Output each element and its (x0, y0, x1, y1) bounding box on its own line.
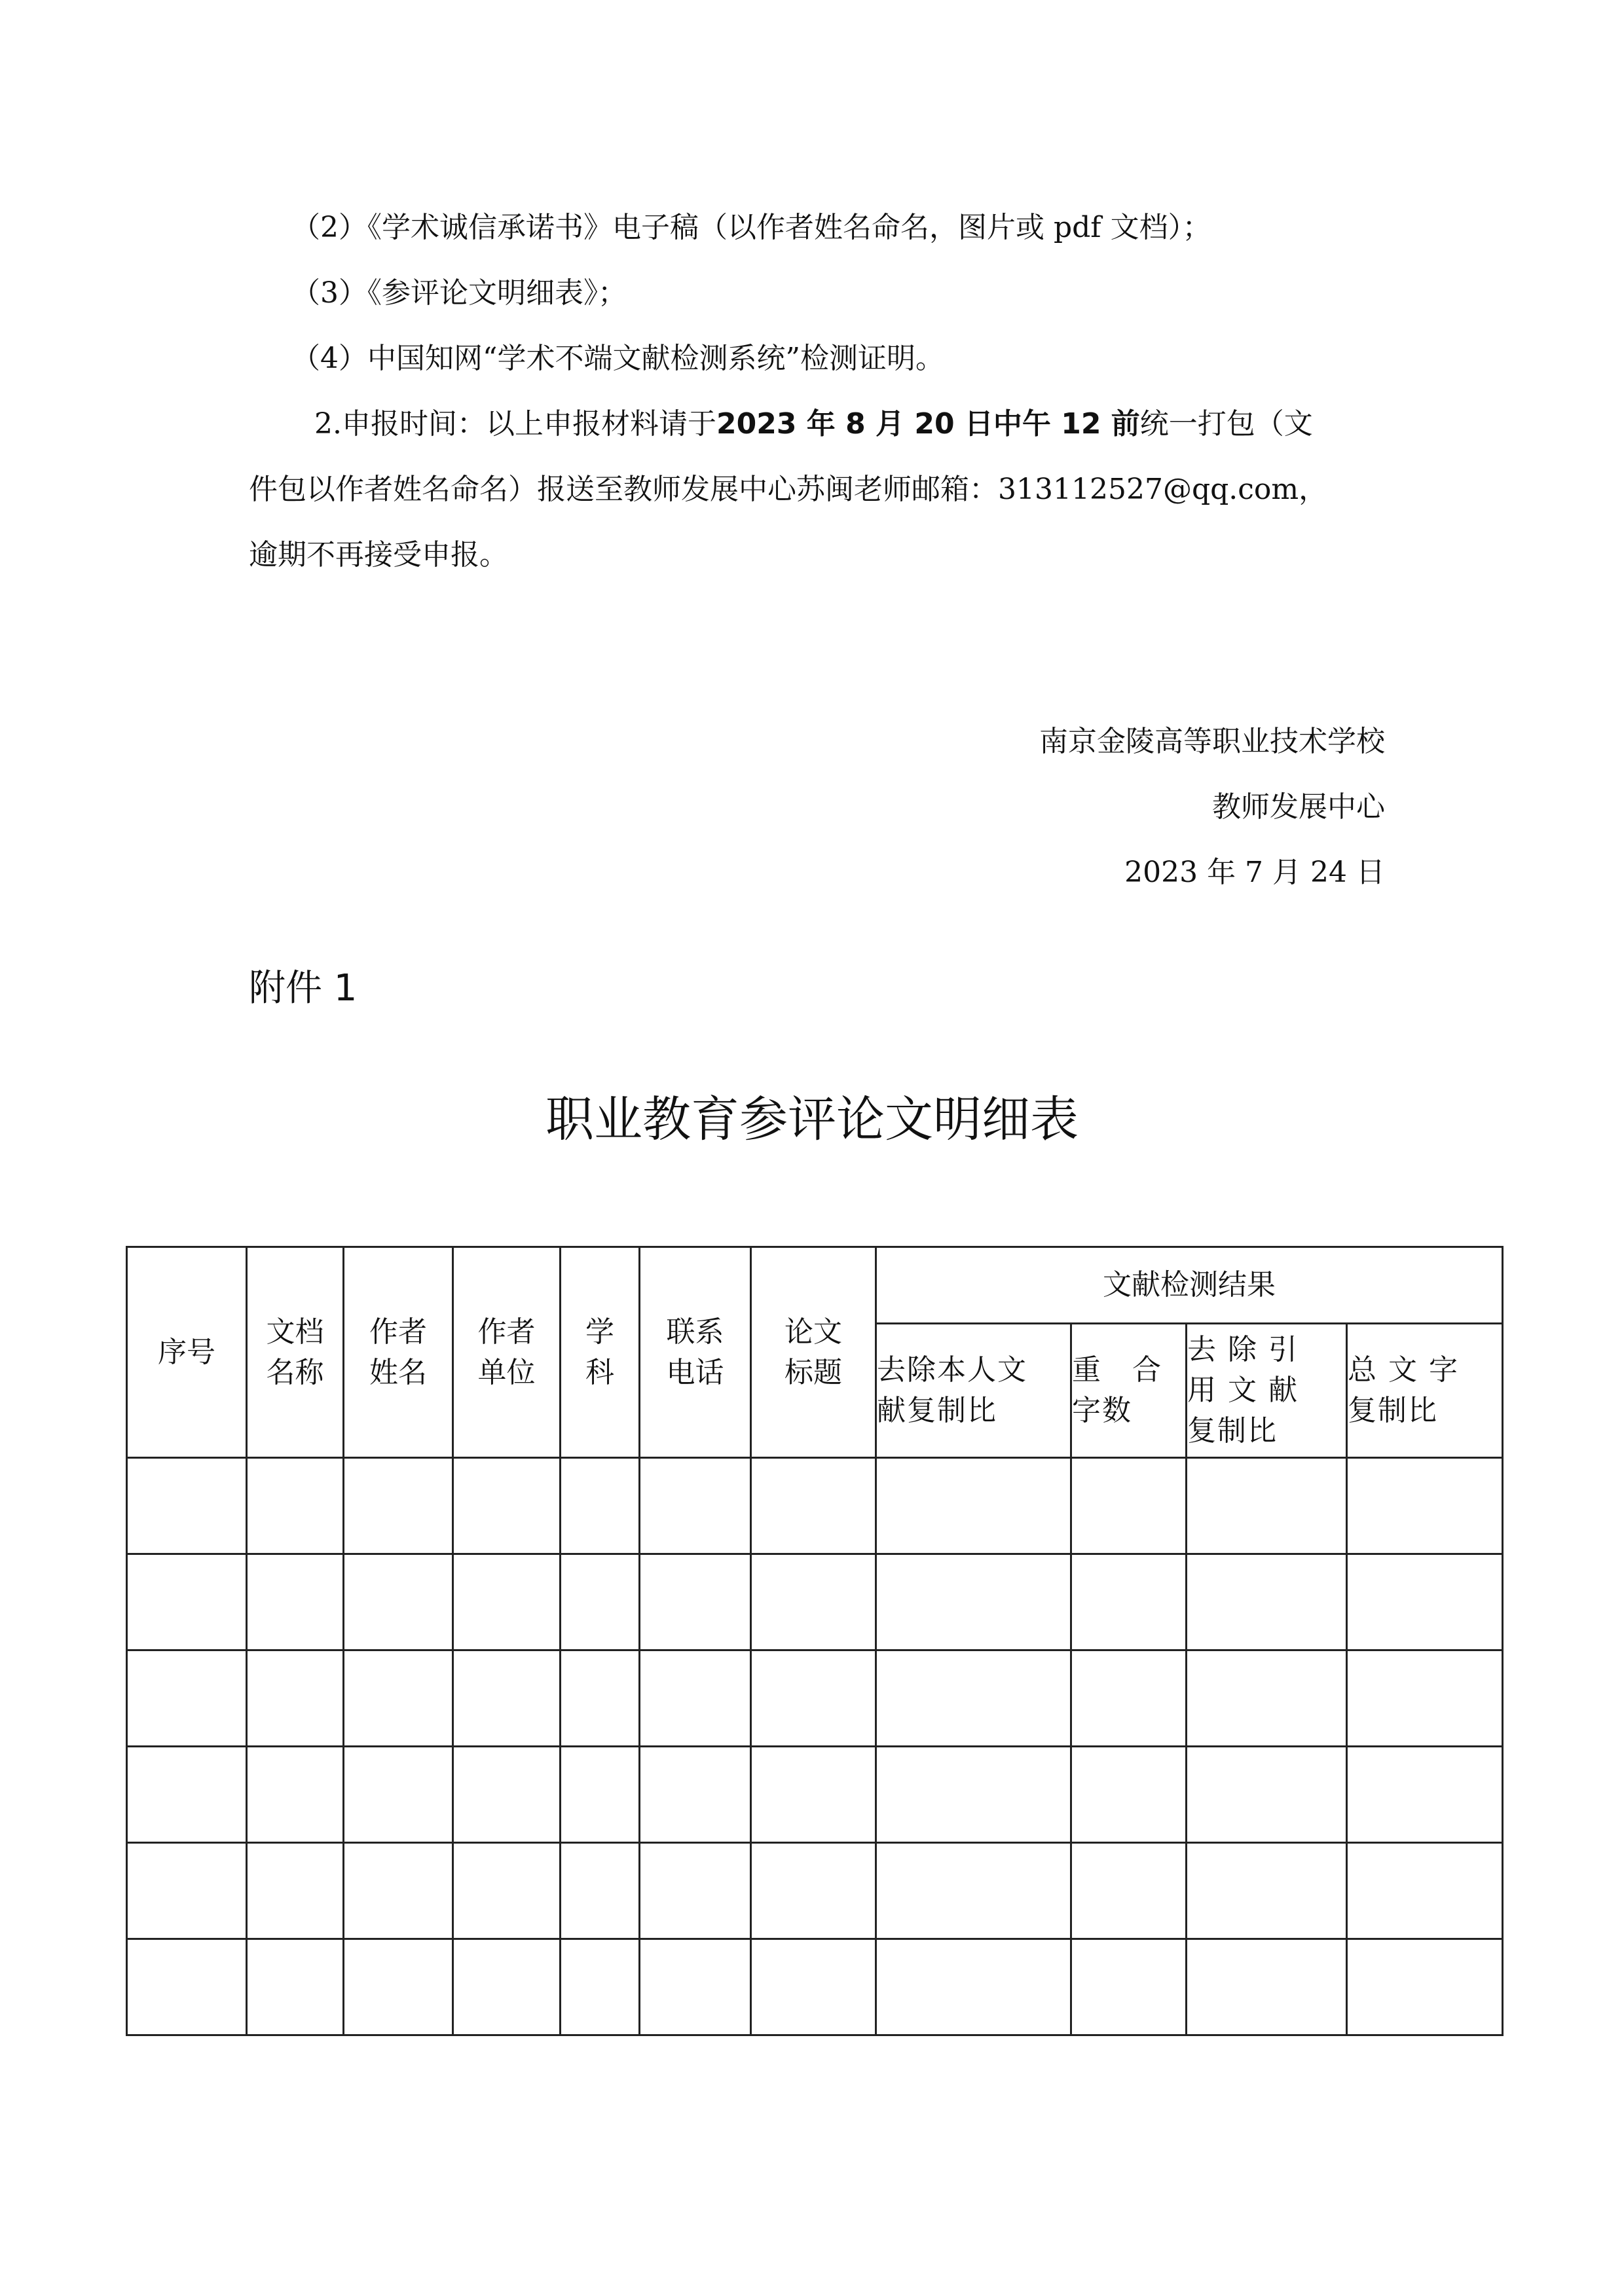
table-cell[interactable] (1071, 1843, 1187, 1939)
deadline-suffix: 统一打包（文 (1139, 407, 1313, 441)
header-subject: 学 科 (561, 1247, 640, 1458)
table-cell[interactable] (876, 1843, 1071, 1939)
table-cell[interactable] (247, 1554, 344, 1650)
header-author-unit: 作者 单位 (453, 1247, 561, 1458)
table-cell[interactable] (640, 1939, 751, 2035)
table-cell[interactable] (453, 1939, 561, 2035)
table-cell[interactable] (561, 1554, 640, 1650)
table-cell[interactable] (127, 1939, 247, 2035)
table-cell[interactable] (247, 1843, 344, 1939)
table-cell[interactable] (1347, 1939, 1503, 2035)
table-row (127, 1747, 1503, 1843)
header-self-copy-ratio: 去除本人文 献复制比 (876, 1324, 1071, 1458)
header-seq: 序号 (127, 1247, 247, 1458)
table-cell[interactable] (751, 1554, 876, 1650)
table-cell[interactable] (453, 1843, 561, 1939)
table-cell[interactable] (640, 1747, 751, 1843)
signature-date: 2023 年 7 月 24 日 (1124, 856, 1385, 889)
table-cell[interactable] (640, 1554, 751, 1650)
table-cell[interactable] (751, 1747, 876, 1843)
table-cell[interactable] (1347, 1843, 1503, 1939)
table-cell[interactable] (344, 1843, 453, 1939)
signature-org: 南京金陵高等职业技术学校 (1039, 725, 1385, 758)
table-cell[interactable] (344, 1747, 453, 1843)
table-cell[interactable] (1071, 1747, 1187, 1843)
table-cell[interactable] (1187, 1843, 1347, 1939)
table-cell[interactable] (1347, 1747, 1503, 1843)
table-cell[interactable] (640, 1458, 751, 1554)
paper-detail-table (126, 1246, 1504, 2036)
header-overlap-words: 重 合 字数 (1071, 1324, 1187, 1458)
table-cell[interactable] (1071, 1939, 1187, 2035)
header-paper-title: 论文 标题 (751, 1247, 876, 1458)
table-row (127, 1843, 1503, 1939)
table-cell[interactable] (453, 1458, 561, 1554)
table-title: 职业教育参评论文明细表 (545, 1091, 1079, 1148)
table-cell[interactable] (1071, 1458, 1187, 1554)
table-row (127, 1458, 1503, 1554)
attachment-label: 附件 1 (249, 967, 358, 1010)
table-cell[interactable] (876, 1650, 1071, 1747)
table-cell[interactable] (1187, 1650, 1347, 1747)
table-cell[interactable] (751, 1458, 876, 1554)
table-header-row-1 (127, 1247, 1503, 1324)
signature-dept: 教师发展中心 (1212, 790, 1385, 824)
table-cell[interactable] (127, 1554, 247, 1650)
deadline-line-3: 逾期不再接受申报。 (249, 538, 508, 572)
table-cell[interactable] (640, 1650, 751, 1747)
table-cell[interactable] (1187, 1458, 1347, 1554)
table-body (127, 1458, 1503, 2035)
table-cell[interactable] (561, 1843, 640, 1939)
table-cell[interactable] (247, 1939, 344, 2035)
table-cell[interactable] (344, 1554, 453, 1650)
header-detection-results: 文献检测结果 (876, 1247, 1503, 1324)
header-doc-name: 文档 名称 (247, 1247, 344, 1458)
table-cell[interactable] (127, 1650, 247, 1747)
table-cell[interactable] (751, 1939, 876, 2035)
table-cell[interactable] (1071, 1650, 1187, 1747)
table-cell[interactable] (453, 1650, 561, 1747)
table-cell[interactable] (876, 1554, 1071, 1650)
table-cell[interactable] (344, 1650, 453, 1747)
table-cell[interactable] (1347, 1650, 1503, 1747)
table-row (127, 1939, 1503, 2035)
table-cell[interactable] (876, 1939, 1071, 2035)
deadline-line-1 (314, 405, 1313, 444)
table-cell[interactable] (640, 1843, 751, 1939)
header-author-name: 作者 姓名 (344, 1247, 453, 1458)
table-cell[interactable] (751, 1843, 876, 1939)
list-item-2: （2）《学术诚信承诺书》电子稿（以作者姓名命名，图片或 pdf 文档）； (291, 211, 1211, 244)
deadline-line-2: 件包以作者姓名命名）报送至教师发展中心苏闽老师邮箱：313112527@qq.com， (249, 473, 1328, 506)
table-cell[interactable] (344, 1939, 453, 2035)
table-cell[interactable] (247, 1650, 344, 1747)
header-total-copy-ratio: 总 文 字 复制比 (1347, 1324, 1503, 1458)
table-cell[interactable] (127, 1458, 247, 1554)
header-cite-copy-ratio: 去 除 引 用 文 献 复制比 (1187, 1324, 1347, 1458)
header-phone: 联系 电话 (640, 1247, 751, 1458)
table-row (127, 1650, 1503, 1747)
table-cell[interactable] (876, 1747, 1071, 1843)
list-item-3: （3）《参评论文明细表》； (291, 276, 627, 310)
table-cell[interactable] (247, 1458, 344, 1554)
table-cell[interactable] (876, 1458, 1071, 1554)
deadline-date: 2023 年 8 月 20 日中午 12 前 (716, 407, 1140, 441)
table-row (127, 1554, 1503, 1650)
table-cell[interactable] (344, 1458, 453, 1554)
table-cell[interactable] (247, 1747, 344, 1843)
table-cell[interactable] (453, 1554, 561, 1650)
table-cell[interactable] (561, 1939, 640, 2035)
table-cell[interactable] (1187, 1747, 1347, 1843)
table-cell[interactable] (1187, 1554, 1347, 1650)
table-cell[interactable] (561, 1650, 640, 1747)
table-cell[interactable] (453, 1747, 561, 1843)
table-cell[interactable] (127, 1843, 247, 1939)
deadline-prefix: 2.申报时间：以上申报材料请于 (314, 407, 716, 441)
table-cell[interactable] (751, 1650, 876, 1747)
table-cell[interactable] (1347, 1554, 1503, 1650)
table-cell[interactable] (561, 1747, 640, 1843)
table-cell[interactable] (1347, 1458, 1503, 1554)
table-cell[interactable] (127, 1747, 247, 1843)
list-item-4: （4）中国知网“学术不端文献检测系统”检测证明。 (291, 342, 944, 375)
table-cell[interactable] (1187, 1939, 1347, 2035)
table-cell[interactable] (561, 1458, 640, 1554)
table-cell[interactable] (1071, 1554, 1187, 1650)
